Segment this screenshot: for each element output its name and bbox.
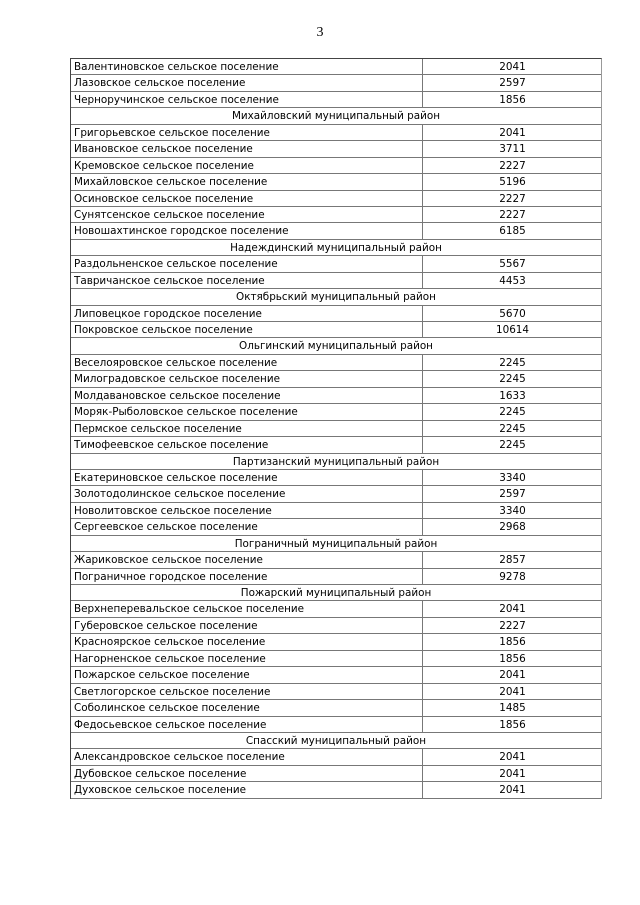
settlement-value: 2227: [422, 207, 602, 222]
settlement-value: 1485: [422, 700, 602, 715]
settlement-value: 2041: [422, 766, 602, 781]
district-name: Михайловский муниципальный район: [231, 110, 441, 123]
settlement-name: Сергеевское сельское поселение: [74, 521, 258, 534]
table-row: [71, 322, 601, 338]
district-name: Октябрьский муниципальный район: [236, 291, 436, 304]
district-header-row: [71, 585, 601, 601]
district-header-row: [71, 536, 601, 552]
settlement-name: Светлогорское сельское поселение: [74, 685, 271, 698]
settlement-name: Красноярское сельское поселение: [74, 636, 266, 649]
settlement-name: Дубовское сельское поселение: [74, 767, 247, 780]
settlement-value: 2245: [422, 421, 602, 436]
settlement-value: 5567: [422, 256, 602, 271]
settlement-name: Тимофеевское сельское поселение: [74, 439, 269, 452]
settlement-value: 2968: [422, 519, 602, 534]
settlement-value: 9278: [422, 569, 602, 584]
table-row: [71, 388, 601, 404]
settlement-value: 6185: [422, 223, 602, 238]
settlement-value: 2041: [422, 59, 602, 74]
table-row: [71, 601, 601, 617]
settlement-name: Нагорненское сельское поселение: [74, 652, 266, 665]
district-name: Ольгинский муниципальный район: [239, 340, 433, 353]
table-row: [71, 651, 601, 667]
settlements-table: [70, 58, 602, 799]
table-row: [71, 519, 601, 535]
settlement-value: 1856: [422, 717, 602, 732]
district-name: Надеждинский муниципальный район: [230, 241, 442, 254]
settlement-value: 2245: [422, 355, 602, 370]
settlement-name: Молдавановское сельское поселение: [74, 389, 281, 402]
settlement-value: 1856: [422, 634, 602, 649]
settlement-value: 2041: [422, 782, 602, 797]
table-row: [71, 371, 601, 387]
settlement-value: 2041: [422, 749, 602, 764]
settlement-value: 2041: [422, 667, 602, 682]
table-row: [71, 700, 601, 716]
settlement-name: Верхнеперевальское сельское поселение: [74, 603, 305, 616]
settlement-value: 5196: [422, 174, 602, 189]
district-header-row: [71, 240, 601, 256]
settlement-name: Ивановское сельское поселение: [74, 143, 253, 156]
district-header-row: [71, 454, 601, 470]
settlement-name: Липовецкое городское поселение: [74, 307, 262, 320]
table-row: [71, 207, 601, 223]
table-row: [71, 782, 601, 798]
settlement-value: 2227: [422, 191, 602, 206]
table-row: [71, 174, 601, 190]
settlement-name: Раздольненское сельское поселение: [74, 258, 278, 271]
table-row: [71, 158, 601, 174]
table-row: [71, 569, 601, 585]
table-row: [71, 437, 601, 453]
table-row: [71, 191, 601, 207]
settlement-value: 3340: [422, 503, 602, 518]
settlement-name: Сунятсенское сельское поселение: [74, 208, 265, 221]
table-row: [71, 470, 601, 486]
settlement-name: Черноручинское сельское поселение: [74, 93, 279, 106]
table-row: [71, 141, 601, 157]
settlement-name: Григорьевское сельское поселение: [74, 126, 270, 139]
settlement-name: Веселояровское сельское поселение: [74, 356, 278, 369]
settlement-value: 2041: [422, 601, 602, 616]
settlement-name: Лазовское сельское поселение: [74, 77, 246, 90]
table-row: [71, 355, 601, 371]
settlement-value: 3340: [422, 470, 602, 485]
settlement-name: Тавричанское сельское поселение: [74, 274, 265, 287]
settlement-name: Новошахтинское городское поселение: [74, 225, 289, 238]
district-header-row: [71, 338, 601, 354]
settlement-name: Михайловское сельское поселение: [74, 176, 268, 189]
table-row: [71, 552, 601, 568]
table-row: [71, 684, 601, 700]
settlement-value: 2597: [422, 486, 602, 501]
settlement-name: Моряк-Рыболовское сельское поселение: [74, 406, 298, 419]
settlement-name: Екатериновское сельское поселение: [74, 471, 278, 484]
settlement-value: 4453: [422, 273, 602, 288]
page-number: 3: [316, 25, 324, 40]
table-row: [71, 749, 601, 765]
table-row: [71, 421, 601, 437]
table-row: [71, 75, 601, 91]
settlement-name: Золотодолинское сельское поселение: [74, 488, 286, 501]
settlement-name: Александровское сельское поселение: [74, 751, 285, 764]
table-row: [71, 486, 601, 502]
table-row: [71, 618, 601, 634]
settlement-value: 1856: [422, 92, 602, 107]
settlement-name: Пожарское сельское поселение: [74, 669, 250, 682]
settlement-name: Валентиновское сельское поселение: [74, 61, 279, 73]
settlement-name: Соболинское сельское поселение: [74, 702, 260, 715]
settlement-value: 2245: [422, 404, 602, 419]
district-name: Спасский муниципальный район: [245, 734, 427, 747]
settlement-name: Пермское сельское поселение: [74, 422, 242, 435]
table-row: [71, 634, 601, 650]
settlement-name: Покровское сельское поселение: [74, 324, 253, 336]
settlement-name: Жариковское сельское поселение: [74, 554, 263, 567]
district-header-row: [71, 108, 601, 124]
table-row: [71, 503, 601, 519]
table-row: [71, 125, 601, 141]
district-header-row: [71, 733, 601, 749]
settlement-name: Губеровское сельское поселение: [74, 619, 258, 632]
settlement-name: Новолитовское сельское поселение: [74, 504, 272, 517]
district-name: Партизанский муниципальный район: [232, 455, 440, 468]
table-row: [71, 667, 601, 683]
settlement-value: 2041: [422, 125, 602, 140]
table-row: [71, 766, 601, 782]
settlement-value: 1633: [422, 388, 602, 403]
table-row: [71, 256, 601, 272]
settlement-value: 2227: [422, 158, 602, 173]
settlement-value: 2227: [422, 618, 602, 633]
table-row: [71, 92, 601, 108]
table-row: [71, 223, 601, 239]
settlement-name: Кремовское сельское поселение: [74, 159, 254, 172]
settlement-value: 2041: [422, 684, 602, 699]
settlement-value: 5670: [422, 306, 602, 321]
table-row: [71, 717, 601, 733]
settlement-value: 2597: [422, 75, 602, 90]
settlement-name: Федосьевское сельское поселение: [74, 718, 267, 731]
settlement-value: 2857: [422, 552, 602, 567]
settlement-name: Духовское сельское поселение: [74, 784, 247, 797]
district-header-row: [71, 289, 601, 305]
settlement-value: 10614: [422, 322, 602, 337]
settlement-value: 3711: [422, 141, 602, 156]
settlement-value: 2245: [422, 437, 602, 452]
district-name: Пограничный муниципальный район: [234, 537, 438, 550]
settlement-value: 2245: [422, 371, 602, 386]
settlement-name: Пограничное городское поселение: [74, 570, 268, 583]
table-row: [71, 273, 601, 289]
settlement-value: 1856: [422, 651, 602, 666]
table-row: [71, 306, 601, 322]
table-row: [71, 59, 601, 75]
settlement-name: Милоградовское сельское поселение: [74, 373, 280, 386]
settlement-name: Осиновское сельское поселение: [74, 192, 254, 205]
table-row: [71, 404, 601, 420]
district-name: Пожарский муниципальный район: [240, 587, 432, 599]
